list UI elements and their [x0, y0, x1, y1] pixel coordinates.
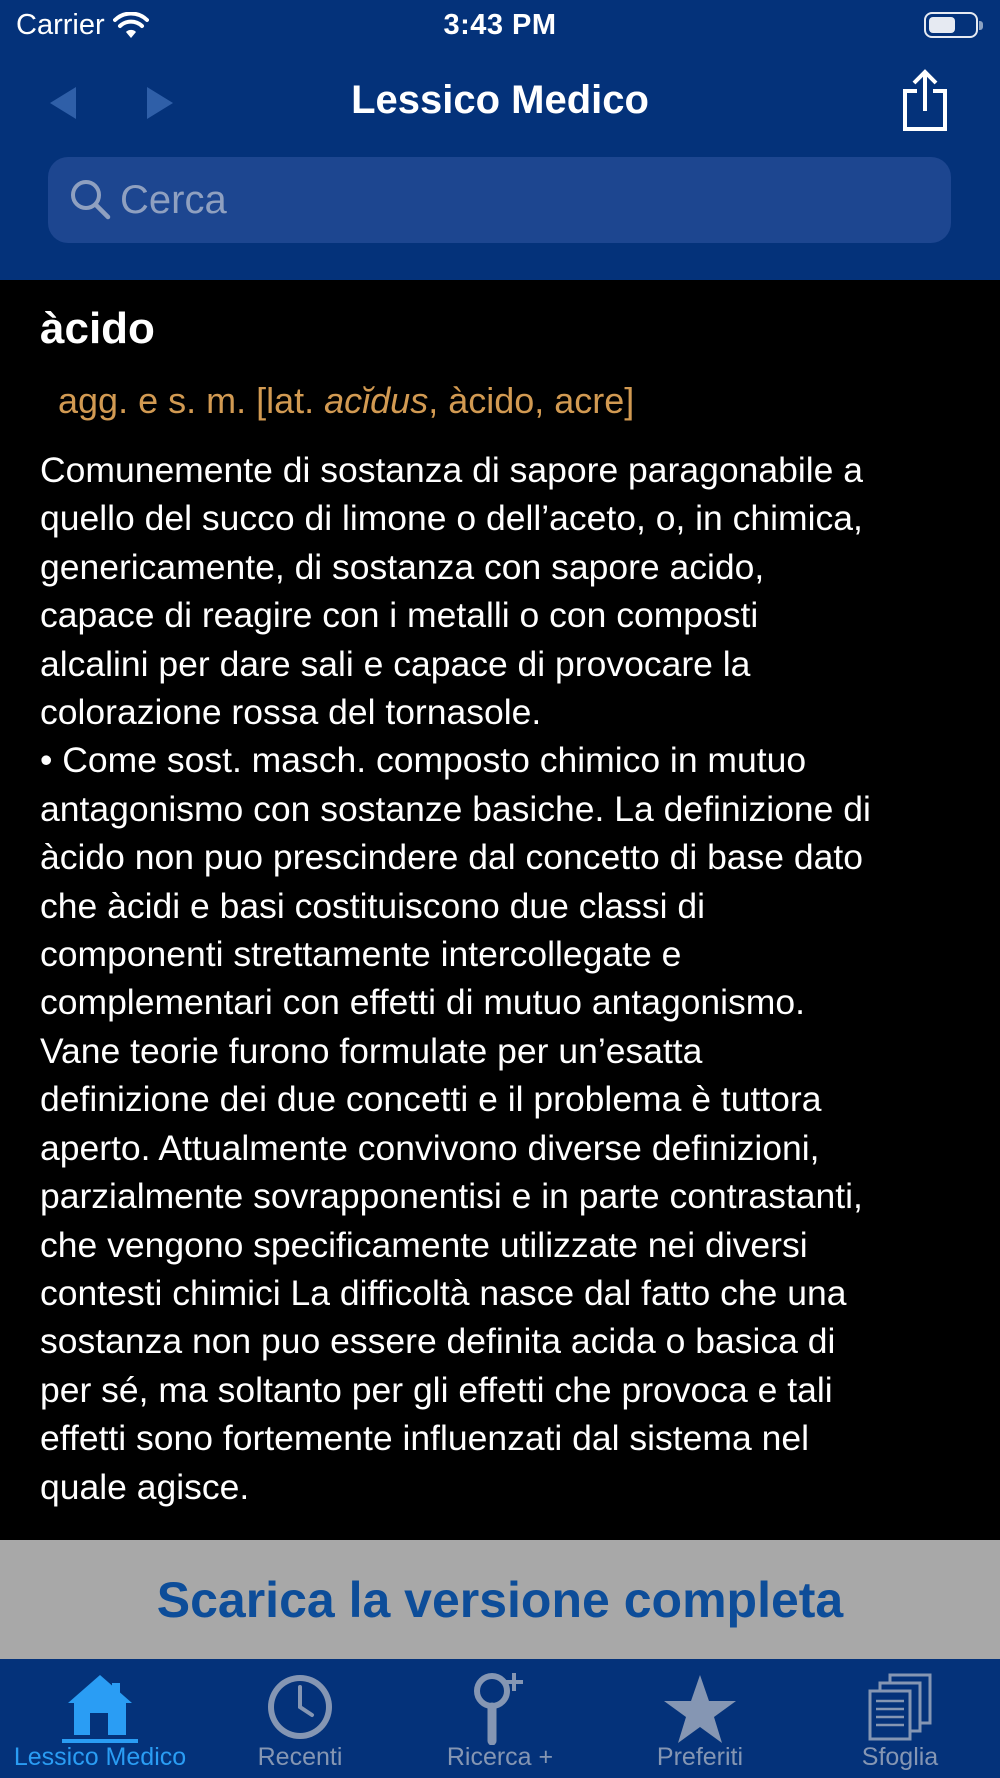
- carrier-label: Carrier: [16, 9, 105, 41]
- tab-bar: [0, 1659, 1000, 1778]
- tab-label: Sfoglia: [861, 1743, 939, 1771]
- tab-sfoglia[interactable]: [800, 1659, 1000, 1778]
- entry-content: [0, 280, 1000, 1540]
- tab-recenti[interactable]: [200, 1659, 400, 1778]
- download-banner-label: Scarica la versione completa: [156, 1571, 844, 1628]
- tab-label: Lessico Medico: [13, 1743, 187, 1771]
- status-bar: [0, 0, 1000, 52]
- tab-ricerca-plus[interactable]: [400, 1659, 600, 1778]
- status-time: 3:43 PM: [443, 9, 557, 41]
- tab-label: Recenti: [257, 1743, 343, 1771]
- etymology-suffix: , àcido, acre]: [428, 380, 635, 421]
- page-title: Lessico Medico: [351, 78, 649, 122]
- magnifier-plus-icon: [458, 1669, 542, 1745]
- top-bar: [0, 0, 1000, 280]
- house-icon: [58, 1669, 142, 1745]
- tab-label: Preferiti: [656, 1743, 744, 1771]
- tab-lessico-medico[interactable]: [0, 1659, 200, 1778]
- clock-icon: [258, 1669, 342, 1745]
- pages-icon: [858, 1669, 942, 1745]
- share-button[interactable]: [890, 66, 960, 136]
- tab-preferiti[interactable]: [600, 1659, 800, 1778]
- search-field[interactable]: [48, 157, 951, 243]
- battery-icon: [924, 12, 978, 38]
- tab-label: Ricerca +: [446, 1743, 554, 1771]
- entry-headword: àcido: [40, 304, 155, 353]
- share-icon: [899, 69, 951, 133]
- navigation-bar: [0, 60, 1000, 146]
- entry-definition: Comunemente di sostanza di sapore paragonabile a quello del succo di limone o dell’aceto, o, in chimica, genericamente, di sostanza con sapore acido, capace di reagire con i metalli o con composti alcalini per dare sali e capace di provocare la colorazione rossa del tornasole. • Come sost. masch. composto chimico in mutuo antagonismo con sostanze basiche. La definizione di àcido non puo prescindere dal concetto di base dato che àcidi e basi costituiscono due classi di componenti strettamente intercollegate e complementari con effetti di mutuo antagonismo. Vane teorie furono formulate per un’esatta definizione dei due concetti e il problema è tuttora aperto. Attualmente convivono diverse definizioni, parzialmente sovrapponentisi e in parte contrastanti, che vengono specificamente utilizzate nei diversi contesti chimici La difficoltà nasce dal fatto che una sostanza non puo essere definita acida o basica di per sé, ma soltanto per gli effetti che provoca e tali effetti sono fortemente influenzati dal sistema nel quale agisce.: [40, 450, 871, 1507]
- etymology-latin: acĭdus: [324, 380, 429, 421]
- download-full-version-button[interactable]: [0, 1540, 1000, 1659]
- etymology-prefix: agg. e s. m. [lat.: [58, 380, 325, 421]
- search-input[interactable]: [120, 157, 920, 243]
- entry-etymology: [58, 380, 634, 422]
- star-icon: [658, 1669, 742, 1745]
- search-icon: [68, 177, 112, 221]
